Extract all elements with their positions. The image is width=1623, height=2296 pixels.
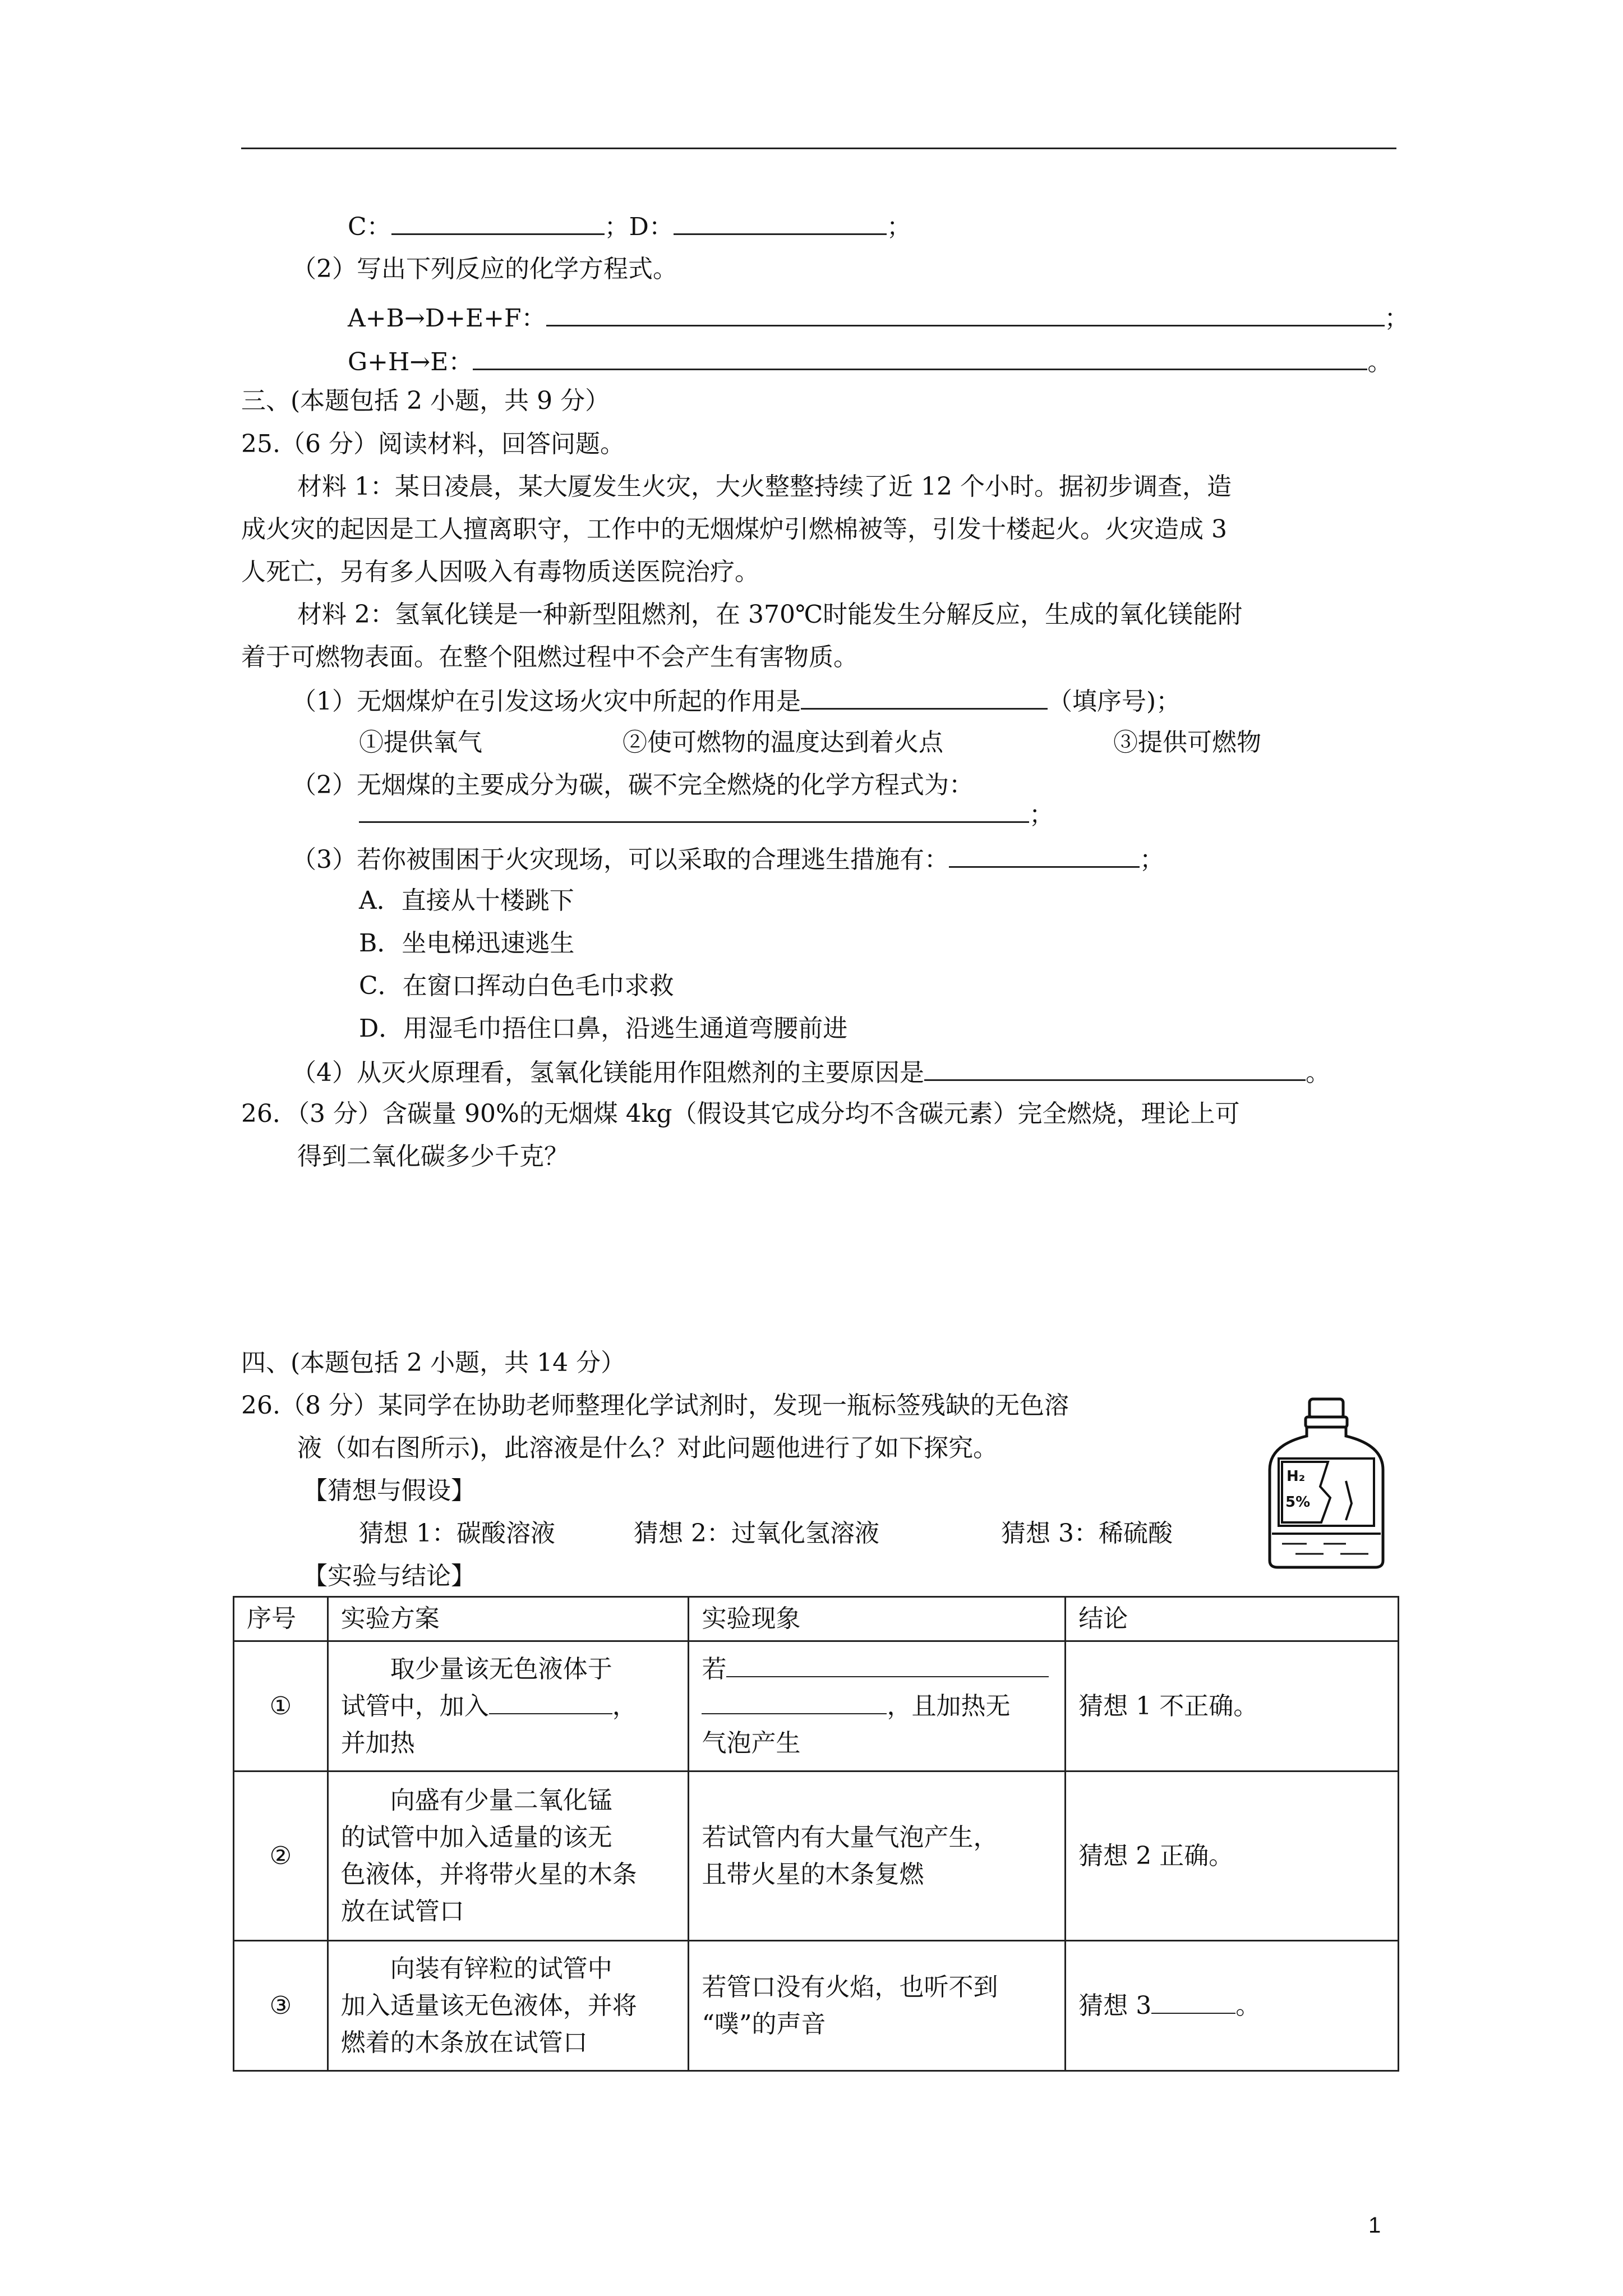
row-observation: 若试管内有大量气泡产生， 且带火星的木条复燃 xyxy=(689,1772,1066,1941)
row1-plan-blank[interactable] xyxy=(489,1688,612,1714)
table-row xyxy=(234,1941,1399,2071)
q26b-line2: 液（如右图所示)，此溶液是什么？对此问题他进行了如下探究。 xyxy=(297,1434,998,1462)
row-plan: 取少量该无色液体于 试管中，加入 ， 并加热 xyxy=(328,1641,689,1772)
s1-option-2: ②使可燃物的温度达到着火点 xyxy=(623,728,943,757)
header-plan: 实验方案 xyxy=(328,1597,689,1641)
c-blank[interactable] xyxy=(391,209,605,235)
q25-stem: 25.（6 分）阅读材料，回答问题。 xyxy=(241,430,625,458)
row1-obs-blank-a[interactable] xyxy=(726,1651,1049,1677)
row-plan: 向盛有少量二氧化锰 的试管中加入适量的该无 色液体，并将带火星的木条 放在试管口 xyxy=(328,1772,689,1941)
s3-option-b: B．坐电梯迅速逃生 xyxy=(359,929,575,958)
q25-m2-line1: 材料 2：氢氧化镁是一种新型阻燃剂，在 370℃时能发生分解反应，生成的氧化镁能附 xyxy=(297,600,1243,629)
bottle-label-h2: H₂ xyxy=(1287,1468,1306,1485)
s2-blank[interactable] xyxy=(359,797,1029,823)
q24-sub2: （2）写出下列反应的化学方程式。 xyxy=(292,255,677,283)
q25-m2-line2: 着于可燃物表面。在整个阻燃过程中不会产生有害物质。 xyxy=(241,643,858,671)
q26-line2: 得到二氧化碳多少千克？ xyxy=(297,1142,569,1171)
section3-title: 三、(本题包括 2 小题，共 9 分） xyxy=(241,386,610,415)
experiment-table xyxy=(233,1596,1399,2072)
s1-option-1: ①提供氧气 xyxy=(359,728,482,757)
s3-option-d: D．用湿毛巾捂住口鼻，沿逃生通道弯腰前进 xyxy=(359,1014,848,1043)
q25-s3: （3）若你被围困于火灾现场，可以采取的合理逃生措施有： ； xyxy=(292,841,1164,877)
c-label: C： xyxy=(348,213,391,241)
row-no: ③ xyxy=(234,1941,328,2071)
table-row xyxy=(234,1772,1399,1941)
guess-heading: 【猜想与假设】 xyxy=(303,1476,476,1505)
q26b-line1: 26.（8 分）某同学在协助老师整理化学试剂时，发现一瓶标签残缺的无色溶 xyxy=(241,1391,1069,1420)
q25-m1-line2: 成火灾的起因是工人擅离职守，工作中的无烟煤炉引燃棉被等，引发十楼起火。火灾造成 3 xyxy=(241,515,1227,544)
exp-heading: 【实验与结论】 xyxy=(303,1562,476,1590)
s1-blank[interactable] xyxy=(801,683,1048,710)
q25-m1-line1: 材料 1：某日凌晨，某大厦发生火灾，大火整整持续了近 12 个小时。据初步调查，造 xyxy=(297,472,1232,501)
header-no: 序号 xyxy=(234,1597,328,1641)
guess-2: 猜想 2：过氧化氢溶液 xyxy=(634,1519,879,1548)
guess-3: 猜想 3：稀硫酸 xyxy=(1001,1519,1173,1548)
row-no: ① xyxy=(234,1641,328,1772)
q25-s2: （2）无烟煤的主要成分为碳，碳不完全燃烧的化学方程式为： xyxy=(292,771,974,799)
s3-option-c: C．在窗口挥动白色毛巾求救 xyxy=(359,972,674,1000)
row-plan: 向装有锌粒的试管中 加入适量该无色液体，并将 燃着的木条放在试管口 xyxy=(328,1941,689,2071)
row3-concl-blank[interactable] xyxy=(1151,1988,1235,2014)
q25-s4: （4）从灭火原理看，氢氧化镁能用作阻燃剂的主要原因是 。 xyxy=(292,1055,1330,1090)
header-conclusion: 结论 xyxy=(1066,1597,1399,1641)
row-conclusion: 猜想 2 正确。 xyxy=(1066,1772,1399,1941)
row-no: ② xyxy=(234,1772,328,1941)
s3-blank[interactable] xyxy=(949,841,1140,868)
s3-option-a: A．直接从十楼跳下 xyxy=(359,886,574,915)
row-conclusion: 猜想 1 不正确。 xyxy=(1066,1641,1399,1772)
d-label: ；D： xyxy=(604,213,674,241)
reagent-bottle-illustration xyxy=(1262,1397,1391,1571)
table-row xyxy=(234,1641,1399,1772)
q24-eq2: G+H→E： 。 xyxy=(348,344,1392,379)
header-observation: 实验现象 xyxy=(689,1597,1066,1641)
page-number: 1 xyxy=(1368,2213,1381,2238)
s1-option-3: ③提供可燃物 xyxy=(1113,728,1261,757)
section4-title: 四、(本题包括 2 小题，共 14 分） xyxy=(241,1349,626,1377)
eq1-blank[interactable] xyxy=(546,300,1385,326)
q25-s2-answer: ； xyxy=(359,797,1054,832)
bottle-label-percent: 5% xyxy=(1285,1494,1311,1511)
q25-s1: （1）无烟煤炉在引发这场火灾中所起的作用是 （填序号)； xyxy=(292,683,1181,719)
q26-line1: 26．（3 分）含碳量 90%的无烟煤 4kg（假设其它成分均不含碳元素）完全燃烧，理论上可 xyxy=(241,1099,1240,1128)
eq2-blank[interactable] xyxy=(473,344,1367,370)
row-observation: 若管口没有火焰，也听不到 “噗”的声音 xyxy=(689,1941,1066,2071)
table-header-row xyxy=(234,1597,1399,1641)
row1-obs-blank-b[interactable] xyxy=(702,1688,887,1714)
q25-m1-line3: 人死亡，另有多人因吸入有毒物质送医院治疗。 xyxy=(241,558,759,586)
q24-eq1: A+B→D+E+F： ； xyxy=(348,300,1409,335)
q24-cd-line: C： ；D： ； xyxy=(348,209,911,244)
row-observation: 若 ，且加热无 气泡产生 xyxy=(689,1641,1066,1772)
header-rule xyxy=(241,148,1396,149)
d-blank[interactable] xyxy=(674,209,887,235)
guess-1: 猜想 1：碳酸溶液 xyxy=(359,1519,555,1548)
s4-blank[interactable] xyxy=(924,1055,1306,1081)
row-conclusion: 猜想 3 。 xyxy=(1066,1941,1399,2071)
